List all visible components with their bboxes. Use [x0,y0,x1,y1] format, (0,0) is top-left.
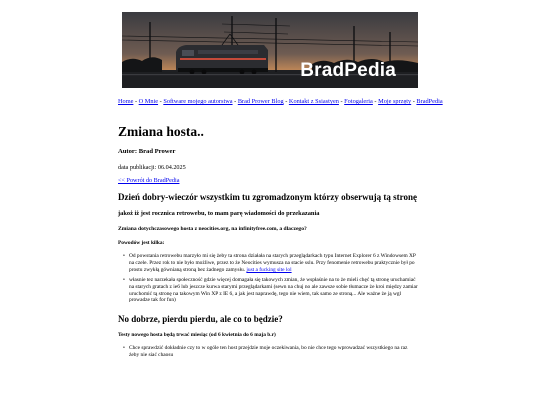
nav-separator: - [133,98,139,105]
site-banner [122,12,418,88]
section-heading: No dobrze, pierdu pierdu, ale co to będzie? [118,314,283,325]
host-change-heading: Zmiana dotychczasowego hosta z neocities.org, na infinityfree.com, a dlaczego? [118,226,307,232]
list-item: • Chce sprawdzić dokładnie czy to w ogóle ten host przejdzie moje oczekiwania, bo nie chce tego wprowadzać wszystkiego na raz żeby nie siać chaosu [124,345,418,359]
reason-text: własnie tez narzekała społeczność gdzie więcej domagała się takowych zmian, że wspłaśnie na to że mieli chęć tą stronę uruchamiać na starych gratach z ie6 lub jeszcze kurwa starymi przeglądarkami (sewn na chuj no ale zawsze sobie tłumacze że kroi między zamiar uruchomić tą stronę na takowym Win XP z IE 6, a jak jest naprawdę, tego nie wiem, tak samo ze stroną... Ale ważne że ją wgl prowadze tak for fun) [129,276,418,304]
tests-heading: Testy nowego hosta będą trwać miesiąc (od 6 kwietnia do 6 maja b.r) [118,332,276,339]
article [118,124,418,369]
nav-separator: - [372,98,379,105]
article-title: Zmiana hosta.. [118,124,204,139]
subheading: jakoż iż jest rocznica retrowebu, to mam parę wiadomości do przekazania [118,210,320,217]
nav-separator: - [158,98,164,105]
nav-separator: - [283,98,289,105]
article-author: Autor: Brad Prower [118,148,176,155]
banner-title: BradPedia [300,60,396,81]
reason-text: Od powstania retrowebu marzyło mi się żeby ta strona działała na starych przeglądarkach typu Internet Explorer 6 z Windowsem XP na czele. Przez rok to nie było możliwe, przez to że Neocities wymusza na stacie sslu. Przy fenomenie retrowebu praktycznie był po prostu zwykłą gównianą stroną bez żadnego zamysłu. [129,253,416,273]
main-nav [118,98,443,106]
nav-link-fotogaleria[interactable]: Fotogaleria [344,98,373,105]
greeting-heading: Dzień dobry-wieczór wszystkim tu zgromadzonym którzy obserwują tą stronę [118,192,417,202]
back-to-bradpedia-link[interactable]: << Powrót do BradPedia [118,177,180,184]
nav-link-software[interactable]: Software mojego autorstwa [163,98,233,105]
nav-link-kontakt[interactable]: Kontakt z Ssiastyen [288,98,339,105]
nav-separator: - [338,98,345,105]
list-item [124,253,418,274]
nav-link-o-mnie[interactable]: O Mnie [138,98,159,105]
nav-separator: - [232,98,238,105]
tests-list [118,345,418,359]
publication-date: data publikacji: 06.04.2025 [118,164,186,171]
reasons-heading: Powodów jest kilka: [118,240,165,246]
list-item [124,277,418,305]
nav-link-bradpedia[interactable]: BradPedia [416,98,443,105]
nav-link-blog[interactable]: Brad Prower Blog [237,98,284,105]
reasons-list [118,253,418,304]
nav-separator: - [411,98,417,105]
nav-link-sprzety[interactable]: Moje sprzęty [378,98,412,105]
just-a-site-link[interactable]: just a fucking site lol [246,266,292,273]
nav-link-home[interactable]: Home [118,98,134,105]
